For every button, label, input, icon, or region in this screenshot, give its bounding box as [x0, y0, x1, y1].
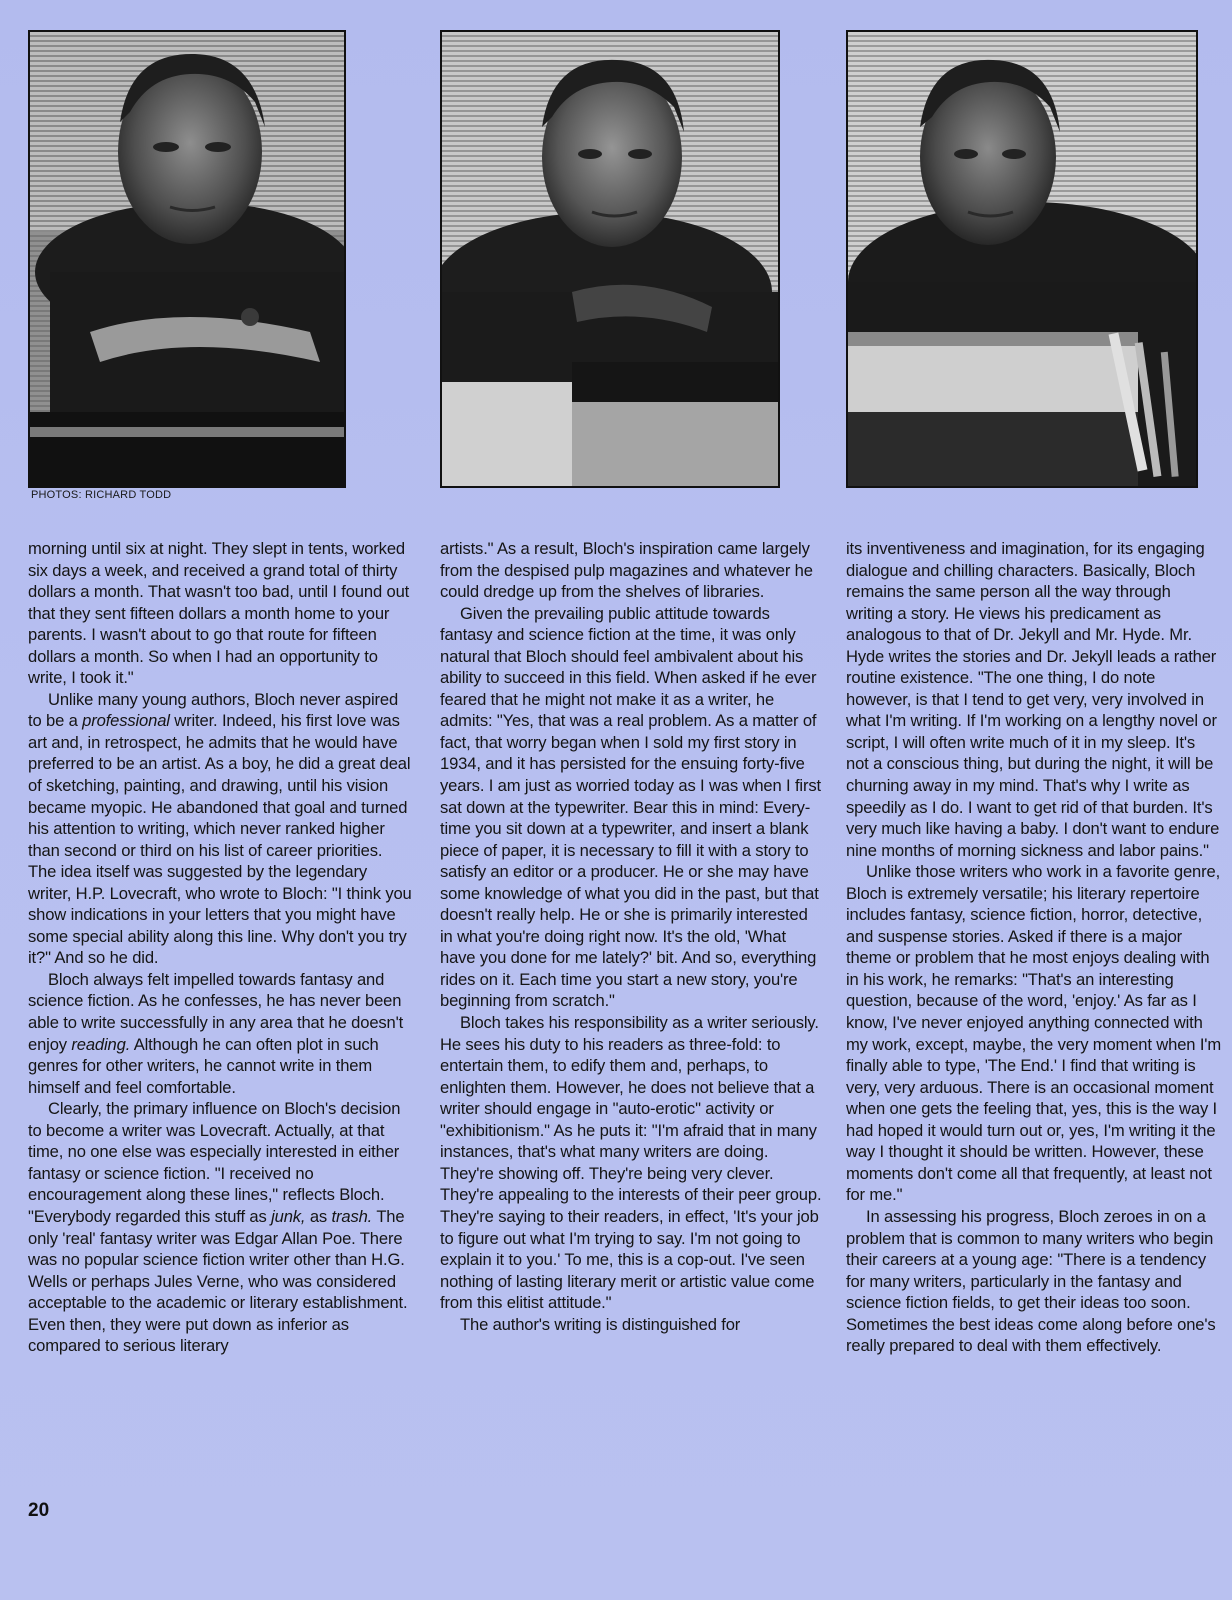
article-column-3 [846, 538, 1222, 1357]
emphasis: reading. [71, 1034, 131, 1054]
article-column-2 [440, 538, 824, 1335]
emphasis: junk, [271, 1206, 306, 1226]
article-column-1 [28, 538, 412, 1357]
author-photo-2 [440, 30, 780, 488]
paragraph: Given the prevailing public attitude towards fantasy and science fiction at the time, it was only natural that Bloch should feel ambivalent about his ability to succeed in this field. When asked if he ever feared that he might not make it as a writer, he admits: "Yes, that was a real problem. As a matter of fact, that worry began when I sold my first story in 1934, and it has persisted for the ensuing forty-five years. I am just as worried today as I was when I first sat down at the typewriter. Bear this in mind: Every-time you sit down at a typewriter, and insert a blank piece of paper, it is necessary to fill it with a story to satisfy an editor or a producer. He or she may have some knowledge of what you did in the past, but that doesn't really help. He or she is primarily interested in what you're doing right now. It's the old, 'What have you done for me lately?' bit. And so, everything rides on it. Each time you start a new story, you're beginning from scratch." [440, 603, 821, 1011]
paragraph: artists." As a result, Bloch's inspiration came largely from the despised pulp magazines and whatever he could dredge up from the shelves of libraries. [440, 539, 813, 602]
paragraph: morning until six at night. They slept in tents, worked six days a week, and received a grand total of thirty dollars a month. That wasn't too bad, until I found out that they sent fifteen dollars a month home to your parents. I wasn't about to go that route for fifteen dollars a month. So when I had an opportunity to write, I took it." [28, 539, 410, 688]
portrait-image-3 [848, 32, 1196, 486]
portrait-image-2 [442, 32, 778, 486]
paragraph: In assessing his progress, Bloch zeroes in on a problem that is common to many writers who begin their careers at a young age: "There is a tendency for many writers, particularly in the fantasy and science fiction fields, to get their ideas too soon. Sometimes the best ideas come along before one's really prepared to deal with them effectively. [846, 1206, 1216, 1356]
paragraph: Bloch takes his responsibility as a writer seriously. He sees his duty to his readers as three-fold: to entertain them, to edify them and, perhaps, to enlighten them. However, he does not believe that a writer should engage in "auto-erotic" activity or "exhibitionism." As he puts it: "I'm afraid that in many instances, that's what many writers are doing. They're showing off. They're being very clever. They're appealing to the interests of their peer group. They're saying to their readers, in effect, 'It's your job to figure out what I'm trying to say. I'm not going to explain it to you.' To me, this is a cop-out. I've seen nothing of lasting literary merit or artistic value come from this elitist attitude." [440, 1013, 822, 1313]
paragraph: The author's writing is distinguished for [460, 1314, 741, 1334]
emphasis: professional [82, 711, 170, 731]
paragraph: Unlike many young authors, Bloch never aspired to be a professional writer. Indeed, his first love was art and, in retrospect, he admits that he would have preferred to be an artist. As a boy, he did a great deal of sketching, painting, and drawing, until his vision became myopic. He abandoned that goal and turned his attention to writing, which never ranked higher than second or third on his list of career priorities. The idea itself was suggested by the legendary writer, H.P. Lovecraft, who wrote to Bloch: "I think you show indications in your letters that you might have some special ability along this line. Why don't you try it?" And so he did. [28, 689, 412, 968]
page-number: 20 [28, 1500, 50, 1521]
author-photo-1 [28, 30, 346, 488]
paragraph: Clearly, the primary influence on Bloch's decision to become a writer was Lovecraft. Actually, at that time, no one else was especially interested in either fantasy or science fiction. "I received no encouragement along these lines," reflects Bloch. "Everybody regarded this stuff as junk, as trash. The only 'real' fantasy writer was Edgar Allan Poe. There was no popular science fiction writer other than H.G. Wells or perhaps Jules Verne, who was considered acceptable to the academic or literary establishment. Even then, they were put down as inferior as compared to serious literary [28, 1099, 408, 1356]
author-photo-3 [846, 30, 1198, 488]
portrait-image-1 [30, 32, 344, 486]
paragraph: Unlike those writers who work in a favorite genre, Bloch is extremely versatile; his literary repertoire includes fantasy, science fiction, horror, detective, and suspense stories. Asked if there is a major theme or problem that he most enjoys dealing with in his work, he remarks: "That's an interesting question, because of the word, 'enjoy.' As far as I know, I've never enjoyed anything connected with my work, except, maybe, the very moment when I'm finally able to type, 'The End.' I find that writing is very, very arduous. There is an occasional moment when one gets the feeling that, yes, this is the way I had hoped it would turn out or, yes, I'm writing it the way I thought it should be written. However, these moments don't come all that frequently, at least not for me." [846, 862, 1221, 1205]
emphasis: trash. [331, 1206, 373, 1226]
photo-credit: PHOTOS: RICHARD TODD [31, 489, 172, 501]
paragraph: Bloch always felt impelled towards fantasy and science fiction. As he confesses, he has never been able to write successfully in any area that he doesn't enjoy reading. Although he can often plot in such genres for other writers, he cannot write in them himself and feel comfortable. [28, 969, 404, 1097]
paragraph: its inventiveness and imagination, for its engaging dialogue and chilling characters. Basically, Bloch remains the same person all the way through writing a story. He views his predicament as analogous to that of Dr. Jekyll and Mr. Hyde. Mr. Hyde writes the stories and Dr. Jekyll leads a rather routine existence. "The one thing, I do note however, is that I tend to get very, very involved in what I'm writing. If I'm working on a lengthy novel or script, I will often write much of it in my sleep. It's not a conscious thing, but during the night, it will be churning away in my mind. That's why I write as speedily as I do. I want to get rid of that burden. It's very much like having a baby. I don't want to endure nine months of morning sickness and labor pains." [846, 539, 1220, 860]
